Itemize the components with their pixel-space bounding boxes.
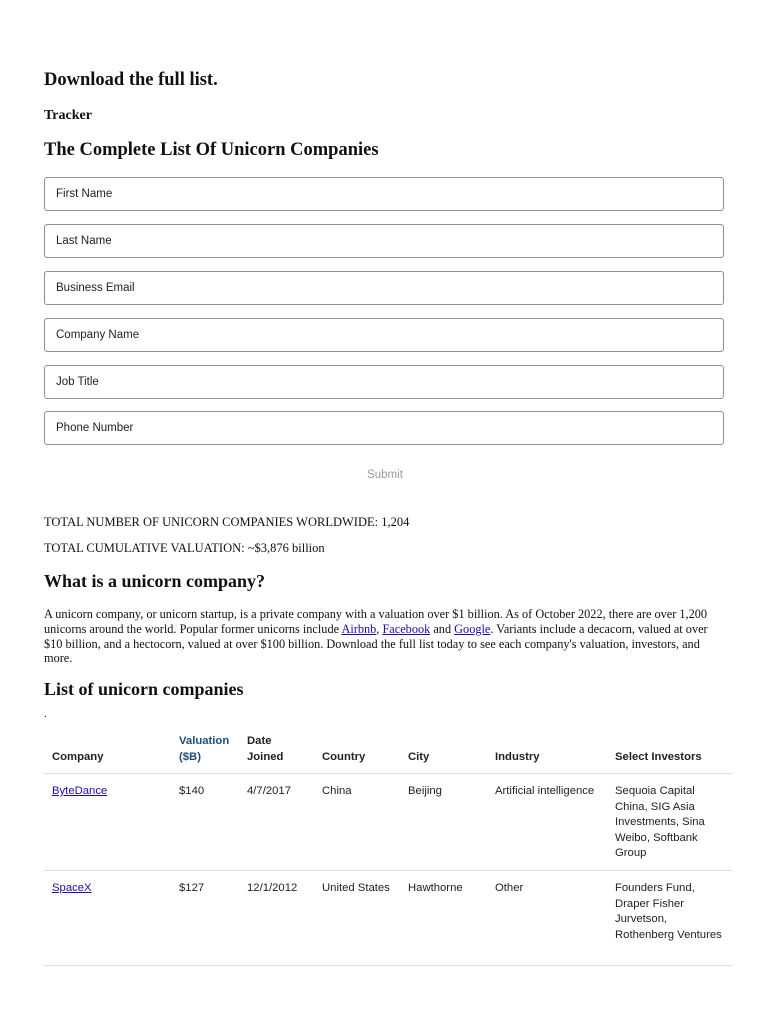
phone-number-input[interactable]	[44, 411, 724, 445]
business-email-input[interactable]	[44, 271, 724, 305]
header-investors: Select Investors	[607, 734, 732, 774]
tracker-label: Tracker	[44, 108, 92, 123]
total-valuation-stat: TOTAL CUMULATIVE VALUATION: ~$3,876 billion	[44, 541, 325, 555]
list-heading: List of unicorn companies	[44, 679, 244, 699]
description-separator-1: ,	[376, 621, 383, 636]
cell-date-joined: 12/1/2012	[239, 870, 314, 965]
cell-industry: Artificial intelligence	[487, 774, 607, 871]
table-row	[44, 870, 732, 965]
airbnb-link[interactable]: Airbnb	[341, 621, 377, 636]
cell-country: United States	[314, 870, 400, 965]
cell-company	[44, 870, 171, 965]
unicorn-table	[44, 734, 732, 966]
header-industry: Industry	[487, 734, 607, 774]
company-name-input[interactable]	[44, 318, 724, 352]
download-heading: Download the full list.	[44, 70, 218, 90]
google-link[interactable]: Google	[454, 621, 491, 636]
total-companies-stat: TOTAL NUMBER OF UNICORN COMPANIES WORLDWIDE: 1,204	[44, 515, 410, 529]
company-link[interactable]: SpaceX	[52, 881, 92, 894]
unicorn-description	[44, 607, 709, 666]
table-header-row	[44, 734, 732, 774]
cell-city: Beijing	[400, 774, 487, 871]
list-dot: .	[44, 708, 47, 720]
header-valuation: Valuation ($B)	[171, 734, 239, 774]
cell-industry: Other	[487, 870, 607, 965]
cell-date-joined: 4/7/2017	[239, 774, 314, 871]
job-title-input[interactable]	[44, 365, 724, 399]
what-is-heading: What is a unicorn company?	[44, 571, 266, 591]
header-city: City	[400, 734, 487, 774]
header-company: Company	[44, 734, 171, 774]
cell-valuation: $127	[171, 870, 239, 965]
facebook-link[interactable]: Facebook	[382, 621, 431, 636]
description-separator-2: and	[430, 621, 455, 636]
header-date-joined: Date Joined	[239, 734, 314, 774]
cell-investors: Founders Fund, Draper Fisher Jurvetson, Rothenberg Ventures	[607, 870, 732, 965]
last-name-input[interactable]	[44, 224, 724, 258]
header-country: Country	[314, 734, 400, 774]
cell-valuation: $140	[171, 774, 239, 871]
cell-investors: Sequoia Capital China, SIG Asia Investments, Sina Weibo, Softbank Group	[607, 774, 732, 871]
cell-country: China	[314, 774, 400, 871]
description-text-2: . Variants include a decacorn, valued at over $10 billion, and a hectocorn, valued at over $100 billion. Download the full list today to see each company's valuation, investors, and more.	[44, 621, 708, 666]
cell-city: Hawthorne	[400, 870, 487, 965]
cell-company	[44, 774, 171, 871]
list-title: The Complete List Of Unicorn Companies	[44, 140, 379, 160]
first-name-input[interactable]	[44, 177, 724, 211]
description-text-1: A unicorn company, or unicorn startup, is a private company with a valuation over $1 billion. As of October 2022, there are over 1,200 unicorns around the world. Popular former unicorns include	[44, 607, 708, 636]
table-row	[44, 774, 732, 871]
submit-button[interactable]: Submit	[354, 466, 416, 484]
company-link[interactable]: ByteDance	[52, 785, 108, 797]
